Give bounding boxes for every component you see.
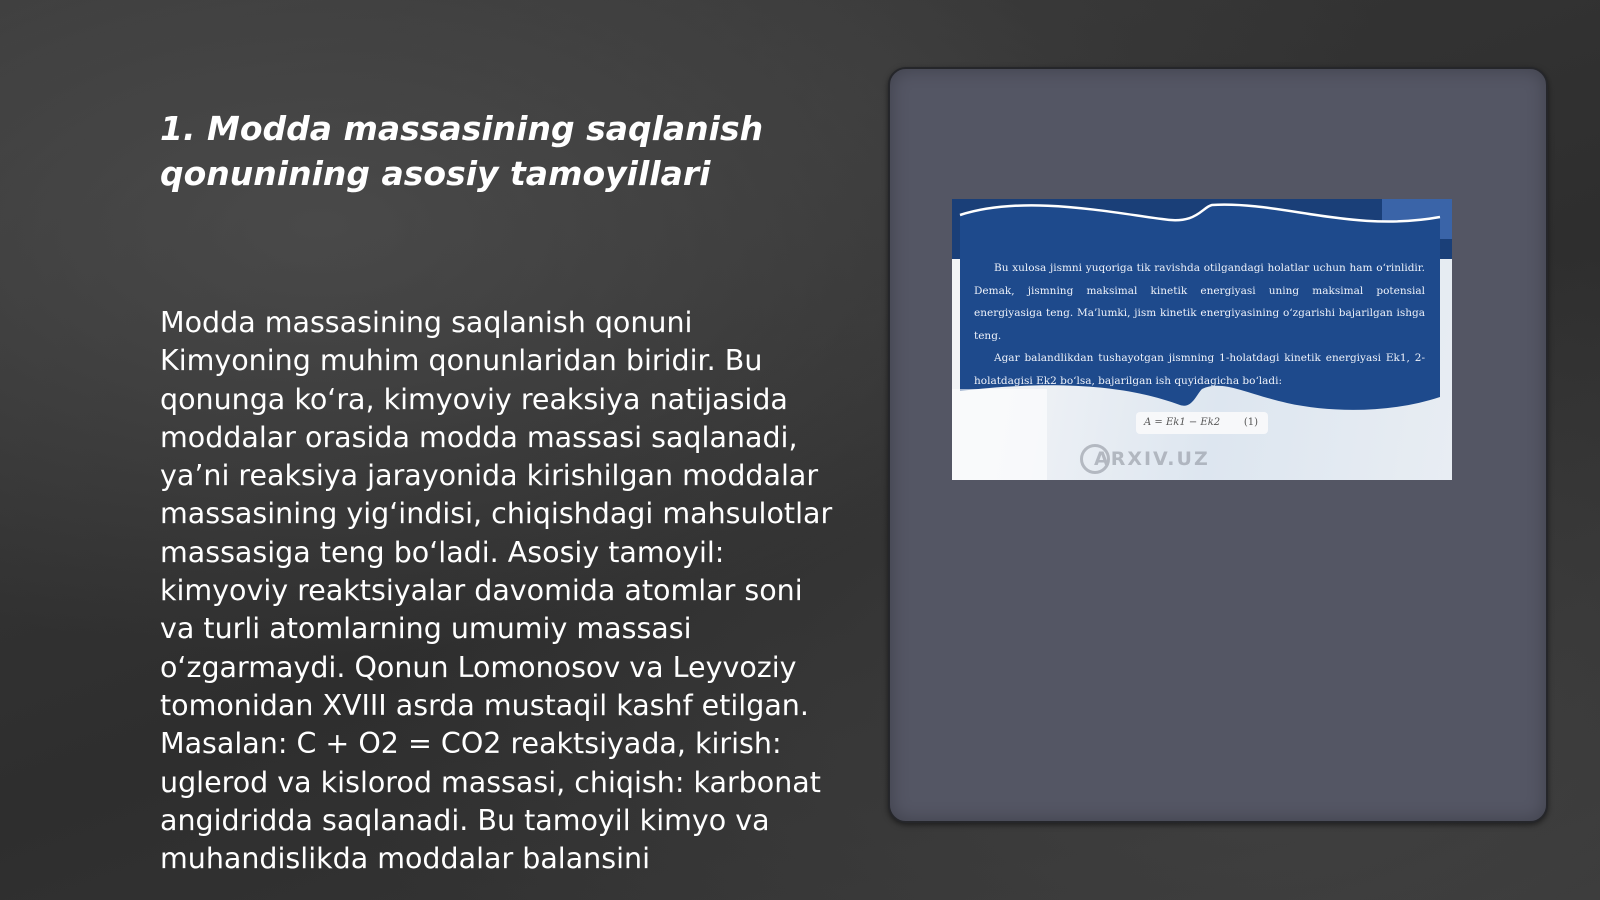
formula-expression: A = Ek1 − Ek2 bbox=[1144, 417, 1221, 428]
slide-body-text: Modda massasining saqlanish qonuni Kimyoning muhim qonunlaridan biridir. Bu qonunga ko‘ra, kimyoviy reaksiya natijasida moddalar orasida modda massasi saqlanadi, ya’ni reaksiya jarayonida kirishilgan moddalar massasining yig‘indisi, chiqishdagi mahsulotlar massasiga teng bo‘ladi. Asosiy tamoyil: kimyoviy reaktsiyalar davomida atomlar soni va turli atomlarning umumiy massasi o‘zgarmaydi. Qonun Lomonosov va Leyvoziy tomonidan XVIII asrda mustaqil kashf etilgan. Masalan: C + O2 = CO2 reaktsiyada, kirish: uglerod va kislorod massasi, chiqish: karbonat angidridda saqlanadi. Bu tamoyil kimyo va muhandislikda moddalar balansini bbox=[160, 306, 833, 876]
watermark bbox=[1080, 441, 1210, 477]
textbook-text bbox=[974, 257, 1425, 392]
textbook-paragraph: Agar balandlikdan tushayotgan jismning 1-holatdagi kinetik energiyasi Ek1, 2-holatdagisi Ek2 bo‘lsa, bajarilgan ish quyidagicha bo‘ladi: bbox=[974, 352, 1425, 387]
formula bbox=[1136, 412, 1268, 434]
watermark-text: ARXIV.UZ bbox=[1094, 448, 1210, 470]
textbook-paragraph: Bu xulosa jismni yuqoriga tik ravishda otilgandagi holatlar uchun ham o‘rinlidir. Demak, jismning maksimal kinetik energiyasi uning maksimal potensial energiyasiga teng. Ma’lumki, jism kinetik energiyasining o‘zgarishi bajarilgan ishga teng. bbox=[974, 262, 1425, 342]
formula-number: (1) bbox=[1243, 417, 1258, 428]
image-frame bbox=[888, 67, 1548, 823]
textbook-page-image bbox=[952, 199, 1452, 480]
slide-title: 1. Modda massasining saqlanish qonunining asosiy tamoyillari bbox=[160, 109, 764, 193]
